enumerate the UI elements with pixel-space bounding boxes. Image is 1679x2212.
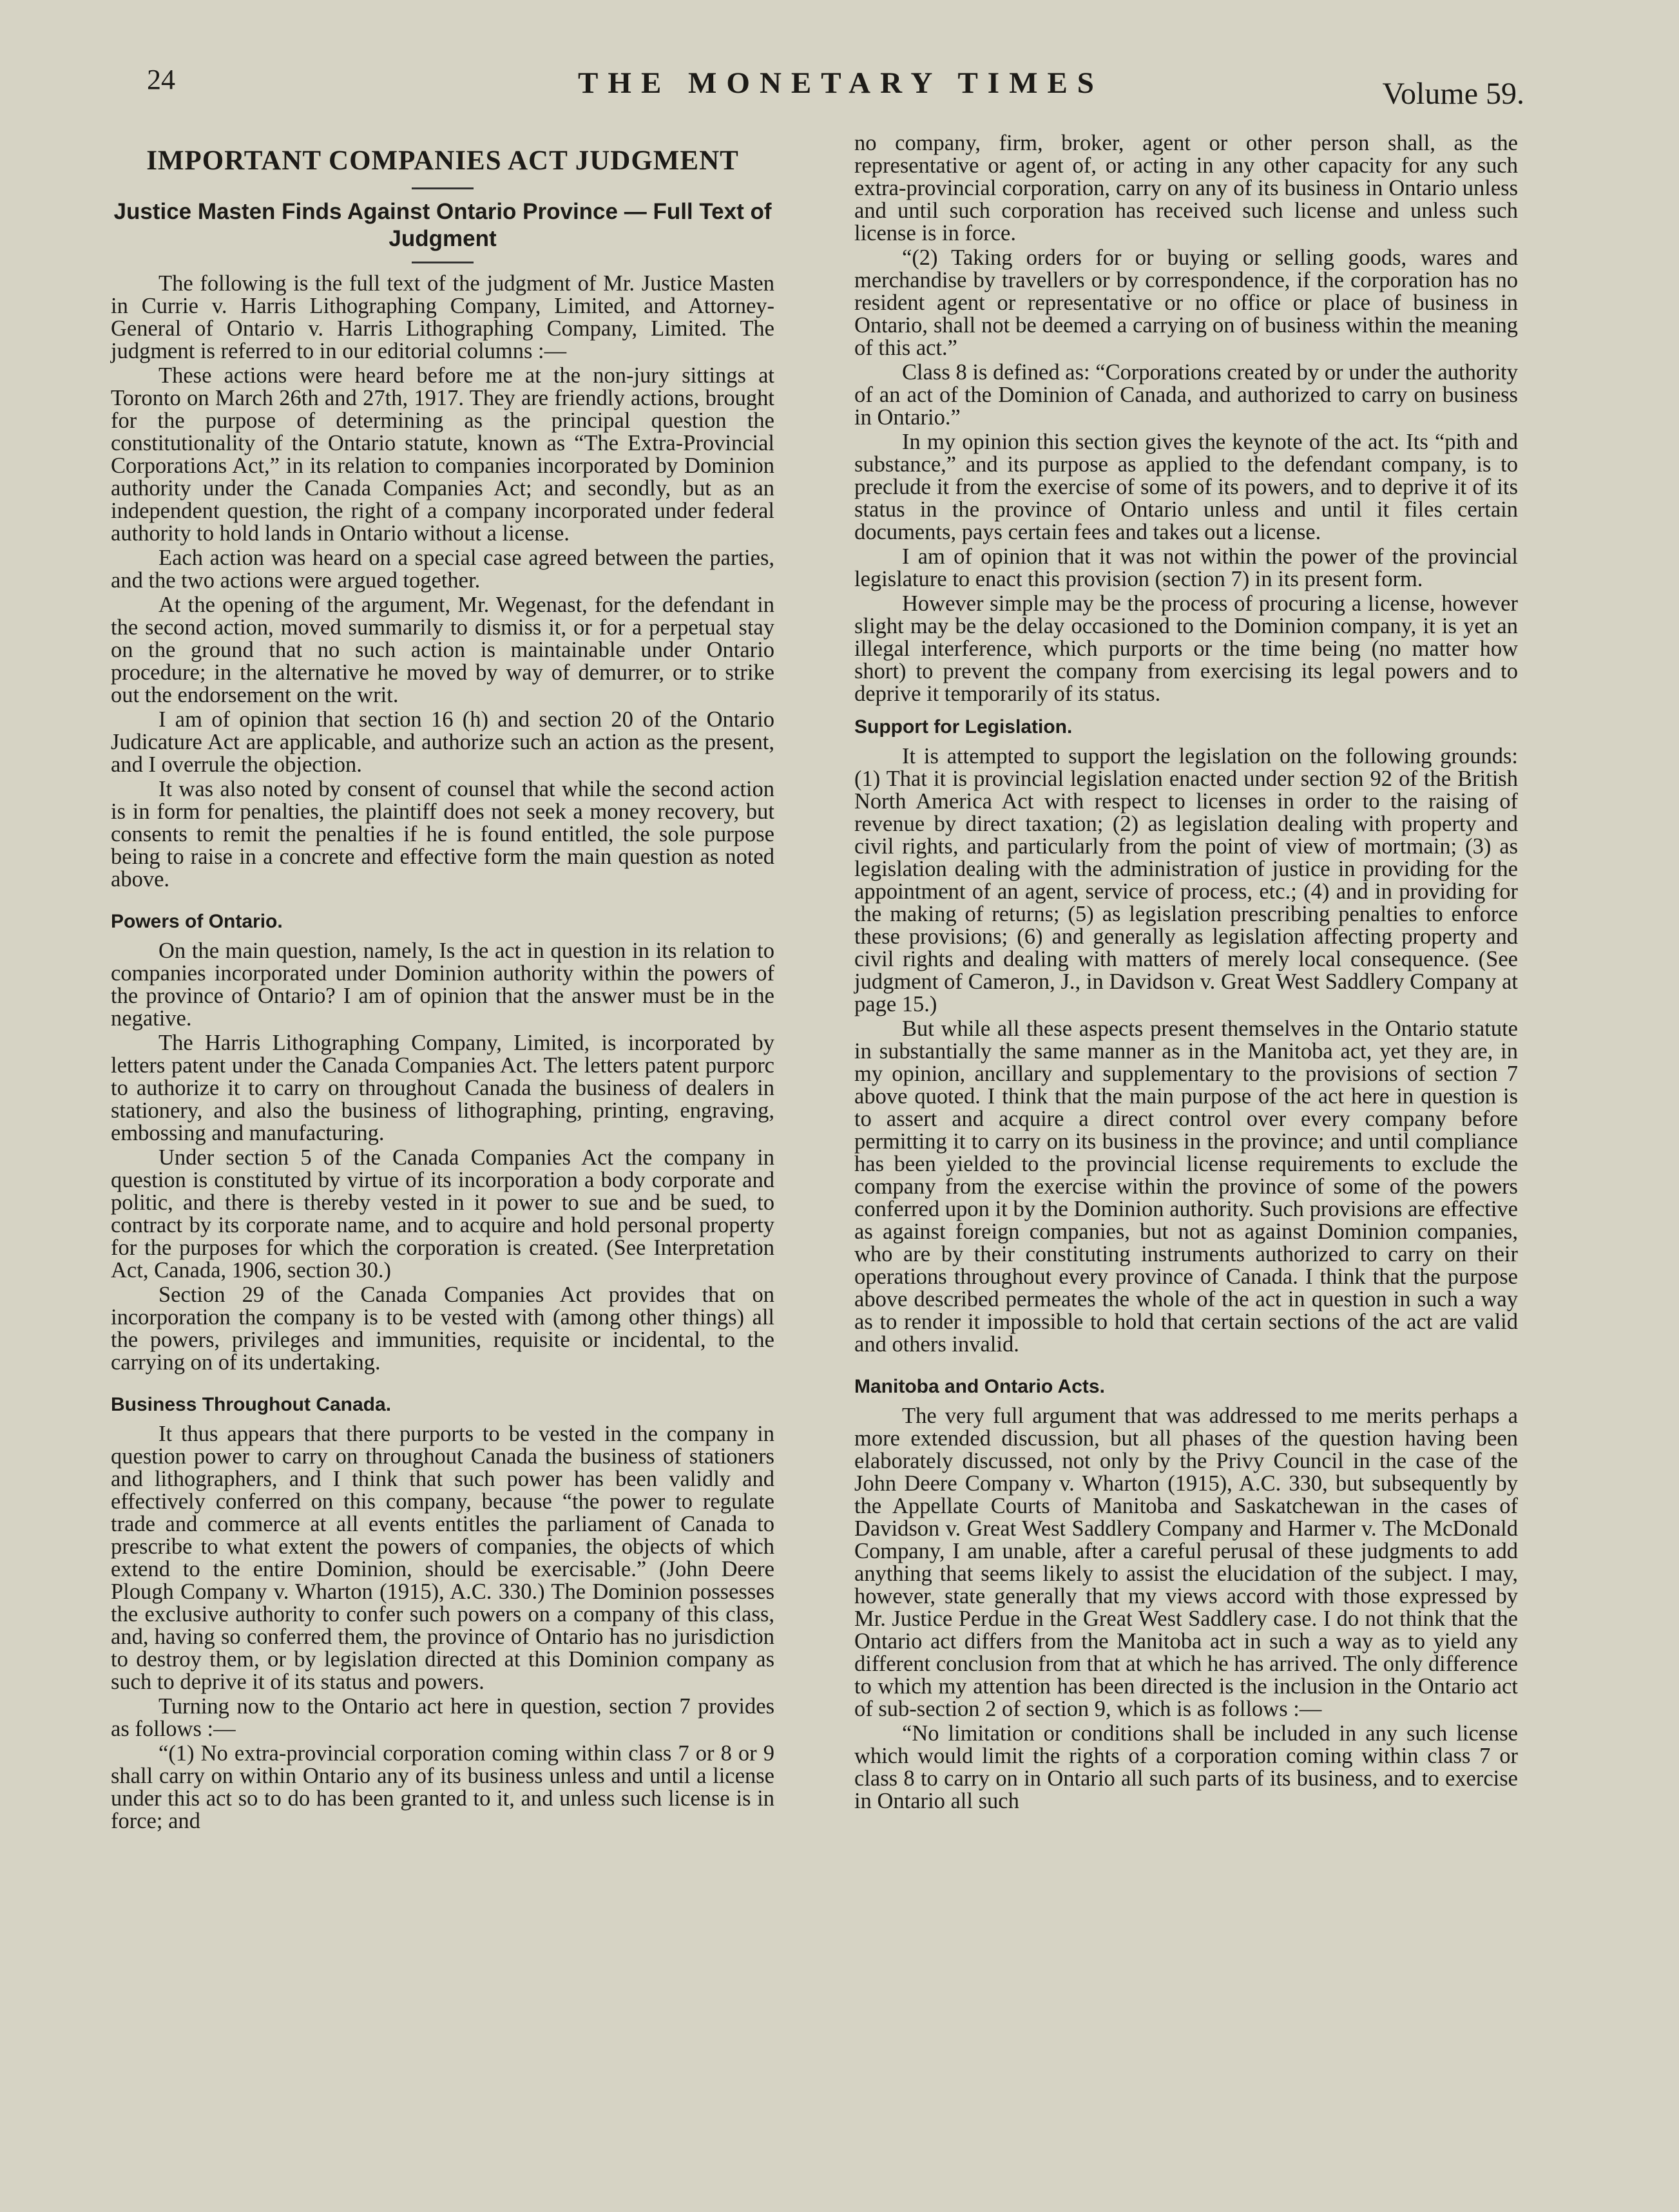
paragraph: Each action was heard on a special case agreed between the parties, and the two actions were argued together. bbox=[111, 546, 774, 593]
section-heading-business-throughout-canada: Business Throughout Canada. bbox=[111, 1394, 392, 1415]
paragraph: It thus appears that there purports to be vested in the company in question power to carry on throughout Canada the business of stationers and lithographers, and I think that such power has been validly and effectively conferred on this company, because “the power to regulate trade and commerce at all events entitles the parliament of Canada to prescribe to what extent the powers of companies, the objects of which extend to the entire Dominion, should be exercisable.” (John Deere Plough Company v. Wharton (1915), A.C. 330.) The Dominion possesses the exclusive authority to confer such powers on a company of this class, and, having so conferred them, the province of Ontario has no jurisdiction to destroy them, or by legislation directed at this Dominion company as such to deprive it of its status and powers. bbox=[111, 1422, 774, 1694]
paragraph: I am of opinion that it was not within the power of the provincial legislature to enact this provision (section 7) in its present form. bbox=[854, 544, 1518, 591]
paragraph: “No limitation or conditions shall be included in any such license which would limit the rights of a corporation coming within class 7 or class 8 to carry on in Ontario all such parts of its business, and to exercise in Ontario all such bbox=[854, 1721, 1518, 1813]
publication-title: THE MONETARY TIMES bbox=[578, 66, 1104, 100]
section-heading-support-for-legislation: Support for Legislation. bbox=[854, 716, 1073, 738]
paragraph: But while all these aspects present themselves in the Ontario statute in substantially the same manner as in the Manitoba act, yet they are, in my opinion, ancillary and supplementary to the provisions of section 7 above quoted. I think that the main purpose of the act here in question is to assert and acquire a direct control over every company before permitting it to carry on its business in the province; and until compliance has been yielded to the provincial license requirements to exclude the company from the exercise within the province of some of the powers conferred upon it by the Dominion authority. Such provisions are effective as against foreign companies, but not as against Dominion companies, who are by their constituting instruments authorized to carry on their operations throughout every province of Canada. I think that the purpose above described permeates the whole of the act in question in such a way as to render it impossible to hold that certain sections of the act are valid and others invalid. bbox=[854, 1016, 1518, 1357]
paragraph: It is attempted to support the legislation on the following grounds: (1) That it is provincial legislation enacted under section 92 of the British North America Act with respect to licenses in order to the raising of revenue by direct taxation; (2) as legislation dealing with property and civil rights, and particularly from the point of view of mortmain; (3) as legislation dealing with the administration of justice in providing for the appointment of an agent, service of process, etc.; (4) and in providing for the making of returns; (5) as legislation prescribing penalties to enforce these provisions; (6) and generally as legislation affecting property and civil rights and dealing with matters of merely local consequence. (See judgment of Cameron, J., in Davidson v. Great West Saddlery Company at page 15.) bbox=[854, 744, 1518, 1016]
title-divider bbox=[412, 187, 474, 189]
paragraph: no company, firm, broker, agent or other person shall, as the representative or agent of, or acting in any other capacity for any such extra-provincial corporation, carry on any of its business in Ontario unless and until such corporation has received such license and unless such license is in force. bbox=[854, 131, 1518, 245]
paragraph: At the opening of the argument, Mr. Wegenast, for the defendant in the second action, moved summarily to dismiss it, or for a perpetual stay on the ground that no such action is maintainable under Ontario procedure; in the alternative he moved by way of demurrer, or to strike out the endorsement on the writ. bbox=[111, 593, 774, 707]
paragraph: Class 8 is defined as: “Corporations created by or under the authority of an act of the Dominion of Canada, and authorized to carry on business in Ontario.” bbox=[854, 360, 1518, 430]
paragraph: In my opinion this section gives the keynote of the act. Its “pith and substance,” and its purpose as applied to the defendant company, is to preclude it from the exercise of some of its powers, and to deprive it of its status in the province of Ontario unless and until it files certain documents, pays certain fees and takes out a license. bbox=[854, 430, 1518, 544]
paragraph: Section 29 of the Canada Companies Act provides that on incorporation the company is to be vested with (among other things) all the powers, privileges and immunities, requisite or incidental, to the carrying on of its undertaking. bbox=[111, 1282, 774, 1375]
page-number: 24 bbox=[147, 64, 175, 95]
section-heading-powers-of-ontario: Powers of Ontario. bbox=[111, 911, 283, 932]
paragraph: I am of opinion that section 16 (h) and section 20 of the Ontario Judicature Act are applicable, and authorize such an action as the present, and I overrule the objection. bbox=[111, 707, 774, 777]
running-head bbox=[0, 0, 1679, 142]
paragraph: On the main question, namely, Is the act in question in its relation to companies incorporated under Dominion authority within the powers of the province of Ontario? I am of opinion that the answer must be in the negative. bbox=[111, 939, 774, 1031]
paragraph: It was also noted by consent of counsel that while the second action is in form for penalties, the plaintiff does not seek a money recovery, but consents to remit the penalties if he is found entitled, the sole purpose being to raise in a concrete and effective form the main question as noted above. bbox=[111, 777, 774, 891]
paragraph: “(1) No extra-provincial corporation coming within class 7 or 8 or 9 shall carry on within Ontario any of its business unless and until a license under this act so to do has been granted to it, and unless such license is in force; and bbox=[111, 1741, 774, 1833]
paragraph: Under section 5 of the Canada Companies Act the company in question is constituted by virtue of its incorporation a body corporate and politic, and there is thereby vested in it power to sue and be sued, to contract by its corporate name, and to acquire and hold personal property for the purposes for which the corporation is created. (See Interpretation Act, Canada, 1906, section 30.) bbox=[111, 1145, 774, 1282]
paragraph: “(2) Taking orders for or buying or selling goods, wares and merchandise by travellers or by correspondence, if the corporation has no resident agent or representative or no office or place of business in Ontario, shall not be deemed a carrying on of business within the meaning of this act.” bbox=[854, 245, 1518, 360]
article-title: IMPORTANT COMPANIES ACT JUDGMENT bbox=[146, 146, 739, 176]
subtitle-divider bbox=[412, 262, 474, 263]
article-subtitle: Justice Masten Finds Against Ontario Province — Full Text of Judgment bbox=[113, 199, 772, 251]
volume-label: Volume 59. bbox=[1382, 77, 1524, 111]
paragraph: The following is the full text of the judgment of Mr. Justice Masten in Currie v. Harris Lithographing Company, Limited, and Attorney-General of Ontario v. Harris Lithographing Company, Limited. The judgment is referred to in our editorial columns :— bbox=[111, 271, 774, 363]
paragraph: Turning now to the Ontario act here in question, section 7 provides as follows :— bbox=[111, 1694, 774, 1741]
paragraph: These actions were heard before me at the non-jury sittings at Toronto on March 26th and 27th, 1917. They are friendly actions, brought for the purpose of determining as the principal question the constitutionality of the Ontario statute, known as “The Extra-Provincial Corporations Act,” in its relation to companies incorporated by Dominion authority under the Canada Companies Act; and secondly, but as an independent question, the right of a company incorporated under federal authority to hold lands in Ontario without a license. bbox=[111, 363, 774, 546]
paragraph: The Harris Lithographing Company, Limited, is incorporated by letters patent under the Canada Companies Act. The letters patent purporc to authorize it to carry on throughout Canada the business of dealers in stationery, and also the business of lithographing, printing, engraving, embossing and manufacturing. bbox=[111, 1031, 774, 1145]
paragraph: The very full argument that was addressed to me merits perhaps a more extended discussion, but all phases of the question having been elaborately discussed, not only by the Privy Council in the case of the John Deere Company v. Wharton (1915), A.C. 330, but subsequently by the Appellate Courts of Manitoba and Saskatchewan in the cases of Davidson v. Great West Saddlery Company and Harmer v. The McDonald Company, I am unable, after a careful perusal of these judgments to add anything that seems likely to assist the elucidation of the subject. I may, however, state generally that my views accord with those expressed by Mr. Justice Perdue in the Great West Saddlery case. I do not think that the Ontario act differs from the Manitoba act in such a way as to yield any different conclusion from that at which he has arrived. The only difference to which my attention has been directed is the inclusion in the Ontario act of sub-section 2 of section 9, which is as follows :— bbox=[854, 1404, 1518, 1721]
section-heading-manitoba-and-ontario-acts: Manitoba and Ontario Acts. bbox=[854, 1376, 1105, 1397]
right-column bbox=[854, 132, 1518, 1813]
left-column bbox=[111, 132, 774, 1833]
paragraph: However simple may be the process of procuring a license, however slight may be the delay occasioned to the Dominion company, it is yet an illegal interference, which purports or the time being (no matter how short) to prevent the company from exercising its legal powers and to deprive it temporarily of its status. bbox=[854, 591, 1518, 706]
